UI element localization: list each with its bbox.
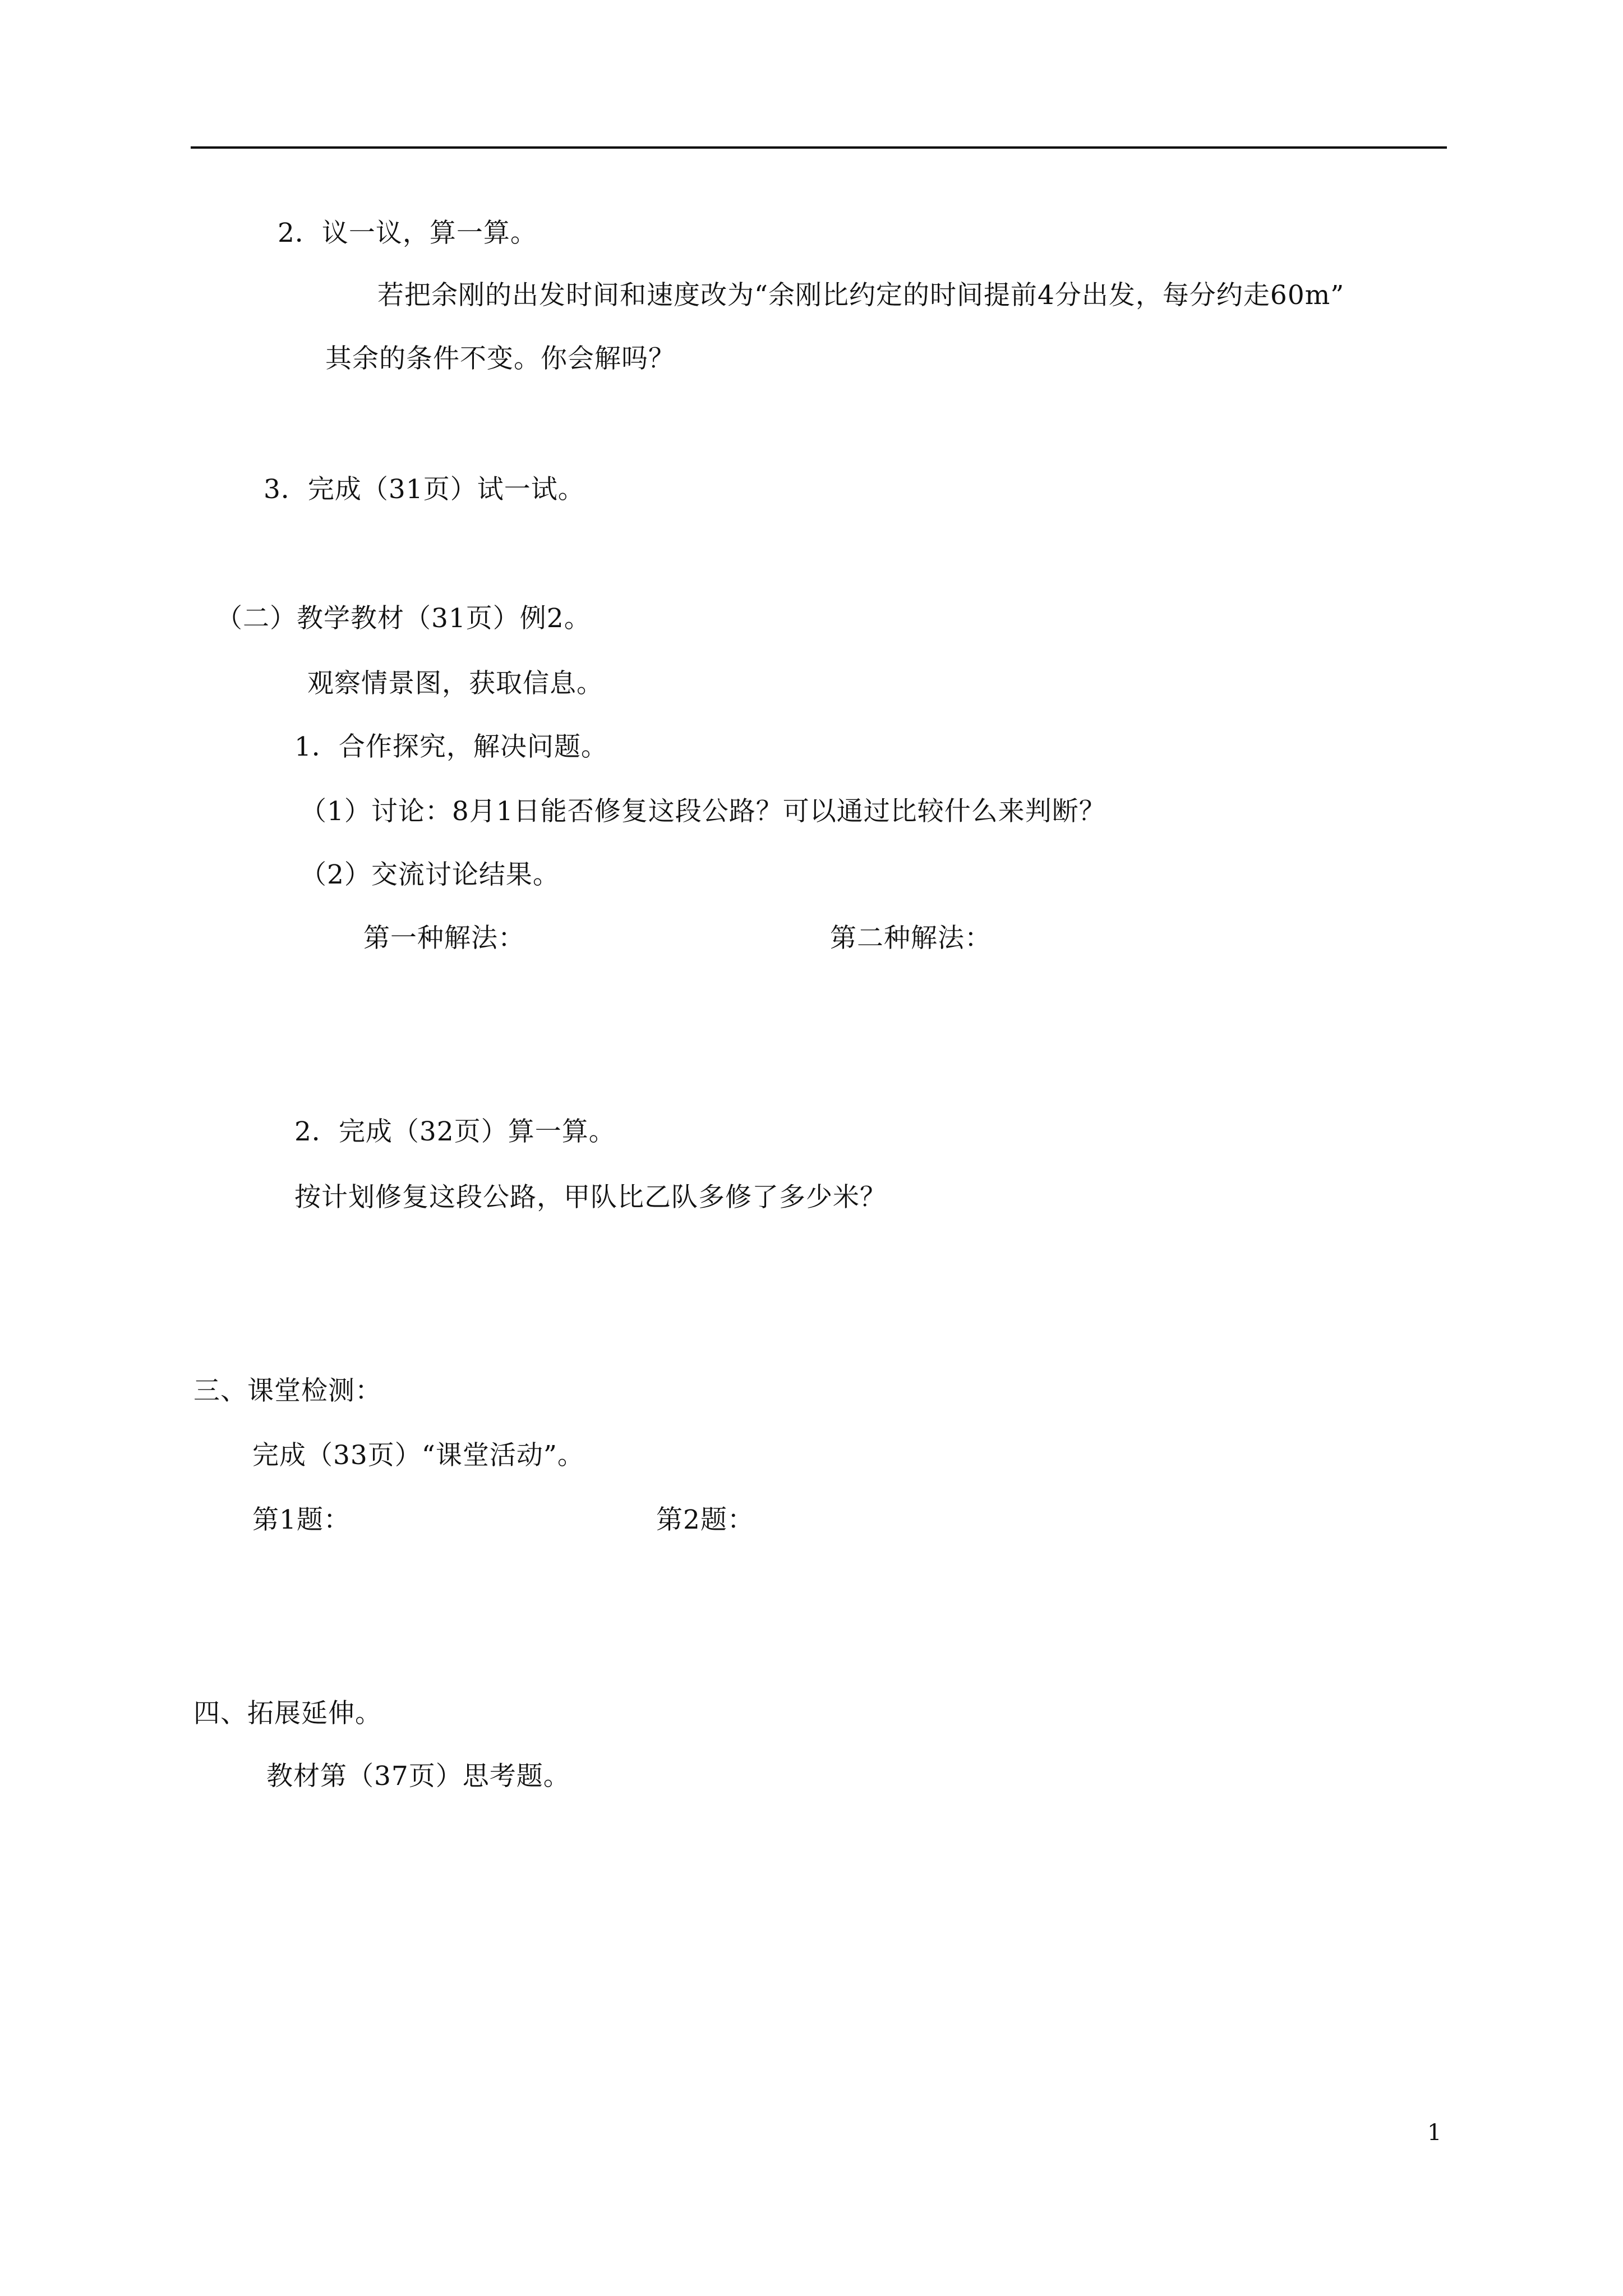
think-question-text: 教材第（37页）思考题。 [266,1761,570,1792]
item2-text-line-2: 其余的条件不变。你会解吗？ [325,343,675,374]
method-two-label: 第二种解法： [830,923,992,954]
method-one-label: 第一种解法： [363,923,525,954]
question-two-label: 第2题： [656,1504,754,1535]
calc-question: 按计划修复这段公路，甲队比乙队多修了多少米？ [294,1182,887,1213]
coop-heading: 1．合作探究，解决问题。 [294,731,608,762]
calc-heading: 2．完成（32页）算一算。 [294,1116,616,1147]
item2-text-line-1: 若把余刚的出发时间和速度改为“余刚比约定的时间提前4分出发，每分约走60m” [377,280,1345,311]
page-number: 1 [1427,2120,1442,2146]
item2-heading: 2．议一议，算一算。 [278,218,537,249]
section-two-heading: （二）教学教材（31页）例2。 [216,603,591,634]
section-three-heading: 三、课堂检测： [193,1375,382,1406]
discuss-line-1: （1）讨论：8月1日能否修复这段公路？可以通过比较什么来判断？ [300,796,1106,827]
item3-text: 3．完成（31页）试一试。 [264,474,585,505]
discuss-line-2: （2）交流讨论结果。 [300,859,560,890]
section-four-heading: 四、拓展延伸。 [193,1698,382,1729]
question-one-label: 第1题： [252,1504,351,1535]
header-rule [191,146,1447,149]
class-activity-text: 完成（33页）“课堂活动”。 [252,1440,584,1471]
observe-text: 观察情景图，获取信息。 [307,668,603,699]
